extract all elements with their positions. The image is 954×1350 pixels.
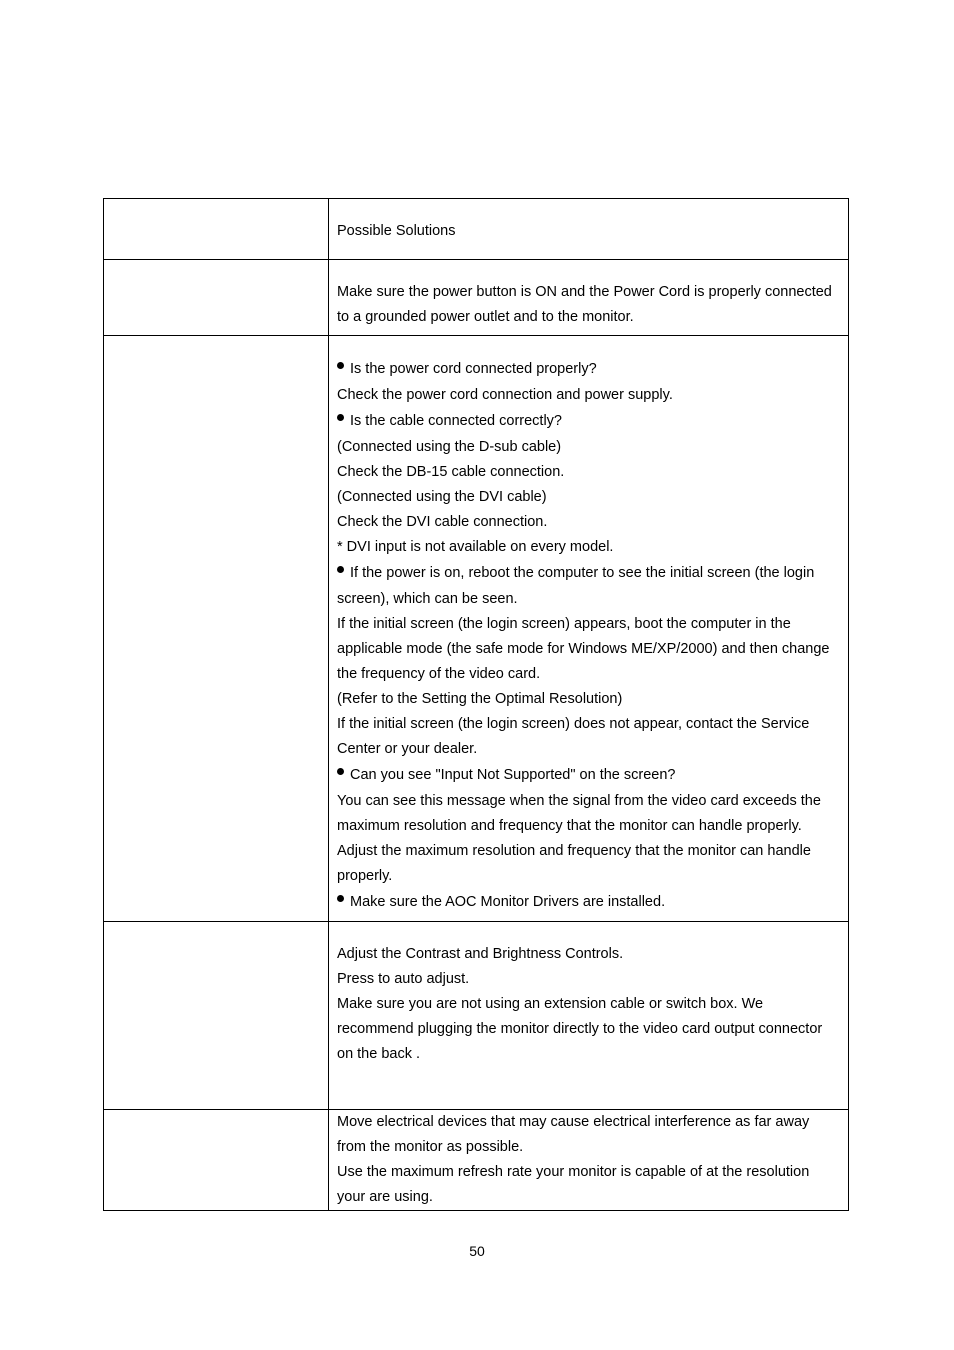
bullet-item — [337, 560, 842, 587]
bullet-dot-icon — [337, 414, 344, 421]
solution-line: Use the maximum refresh rate your monitor is capable of at the resolution — [337, 1164, 810, 1180]
solution-line: on the back . — [337, 1046, 421, 1062]
bullet-text: Make sure the AOC Monitor Drivers are installed. — [350, 894, 666, 910]
bullet-text: Can you see "Input Not Supported" on the screen? — [350, 767, 676, 783]
bullet-item — [337, 408, 842, 435]
solution-line: If the initial screen (the login screen) appears, boot the computer in the — [337, 616, 791, 632]
bullet-text: Is the power cord connected properly? — [350, 361, 597, 377]
solution-line: from the monitor as possible. — [337, 1139, 524, 1155]
bullet-dot-icon — [337, 768, 344, 775]
page-number: 50 — [469, 1243, 485, 1259]
solution-line: your are using. — [337, 1189, 433, 1205]
solution-line: Press to auto adjust. — [337, 971, 470, 987]
problem-cell — [104, 336, 329, 922]
solution-line: (Connected using the DVI cable) — [337, 489, 547, 505]
solution-line: If the initial screen (the login screen) does not appear, contact the Service — [337, 716, 810, 732]
table-row — [104, 1110, 849, 1211]
solution-cell — [329, 336, 849, 922]
solution-line: You can see this message when the signal from the video card exceeds the — [337, 793, 821, 809]
solution-line: (Refer to the Setting the Optimal Resolution) — [337, 691, 623, 707]
bullet-dot-icon — [337, 362, 344, 369]
solution-line: recommend plugging the monitor directly to the video card output connector — [337, 1021, 823, 1037]
solution-line: * DVI input is not available on every model. — [337, 539, 614, 555]
solutions-header-label: Possible Solutions — [337, 223, 456, 239]
table-row — [104, 260, 849, 336]
solution-cell — [329, 1110, 849, 1211]
bullet-dot-icon — [337, 895, 344, 902]
solution-line: Move electrical devices that may cause electrical interference as far away — [337, 1114, 810, 1130]
solution-line: applicable mode (the safe mode for Windows ME/XP/2000) and then change — [337, 641, 830, 657]
solution-line: Make sure the power button is ON and the Power Cord is properly connected — [337, 284, 832, 300]
solution-line: Make sure you are not using an extension cable or switch box. We — [337, 996, 764, 1012]
solution-line: Check the DVI cable connection. — [337, 514, 548, 530]
bullet-item — [337, 356, 842, 383]
problem-cell — [104, 1110, 329, 1211]
bullet-item — [337, 889, 842, 916]
table-header-row — [104, 199, 849, 260]
problem-header-cell — [104, 199, 329, 260]
problem-cell — [104, 260, 329, 336]
solutions-header-cell — [329, 199, 849, 260]
solution-line: Check the DB-15 cable connection. — [337, 464, 565, 480]
solution-cell — [329, 260, 849, 336]
solution-line: (Connected using the D-sub cable) — [337, 439, 562, 455]
bullet-item — [337, 762, 842, 789]
solution-line: screen), which can be seen. — [337, 591, 518, 607]
bullet-text: Is the cable connected correctly? — [350, 413, 562, 429]
solution-line: Adjust the Contrast and Brightness Controls. — [337, 946, 624, 962]
solution-line: the frequency of the video card. — [337, 666, 541, 682]
solution-cell — [329, 922, 849, 1110]
solution-line: properly. — [337, 868, 393, 884]
problem-cell — [104, 922, 329, 1110]
table-row — [104, 336, 849, 922]
bullet-text: If the power is on, reboot the computer to see the initial screen (the login — [350, 565, 815, 581]
troubleshooting-table — [103, 198, 849, 1211]
bullet-dot-icon — [337, 566, 344, 573]
solution-line: maximum resolution and frequency that the monitor can handle properly. — [337, 818, 802, 834]
solution-line: Adjust the maximum resolution and frequency that the monitor can handle — [337, 843, 811, 859]
table-row — [104, 922, 849, 1110]
solution-line: Check the power cord connection and power supply. — [337, 387, 673, 403]
solution-line: Center or your dealer. — [337, 741, 478, 757]
solution-line: to a grounded power outlet and to the monitor. — [337, 309, 634, 325]
